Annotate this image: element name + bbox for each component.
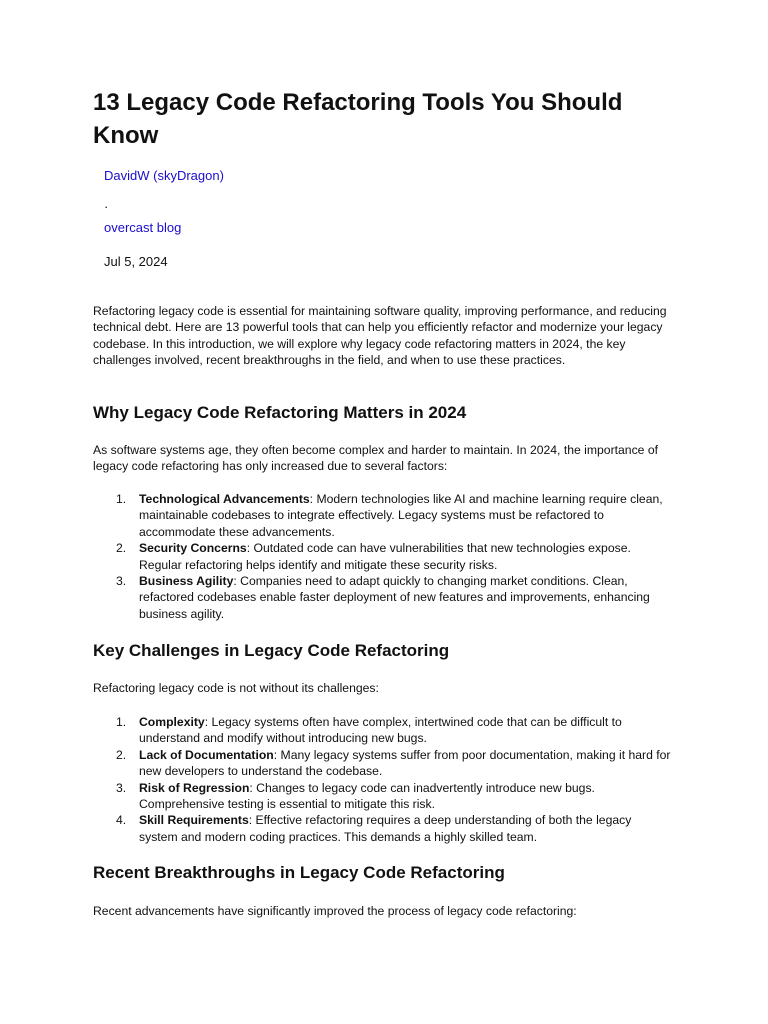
publish-date: Jul 5, 2024 — [104, 254, 168, 269]
author-link[interactable]: DavidW (skyDragon) — [104, 168, 224, 183]
intro-paragraph: Refactoring legacy code is essential for maintaining software quality, improving performance, and reducing technical debt. Here are 13 powerful tools that can help you efficiently refactor and modernize your legacy codebase. In this introduction, we will explore why legacy code refactoring matters in 2024, the key challenges involved, recent breakthroughs in the field, and when to use these practices. — [93, 304, 667, 368]
list-item — [93, 747, 673, 780]
article-title: 13 Legacy Code Refactoring Tools You Should Know — [93, 89, 623, 149]
list-text: : Modern technologies like AI and machine learning require clean, maintainable codebases to integrate effectively. Legacy systems must be refactored to accommodate these advancements. — [139, 492, 663, 539]
list-term: Technological Advancements — [139, 492, 310, 506]
list-number: 3. — [116, 574, 127, 589]
list-item — [93, 714, 673, 747]
section-lead-breakthroughs: Recent advancements have significantly improved the process of legacy code refactoring: — [93, 904, 577, 918]
list-number: 1. — [116, 492, 127, 506]
section-heading-breakthroughs: Recent Breakthroughs in Legacy Code Refactoring — [93, 863, 505, 882]
list-term: Security Concerns — [139, 541, 247, 556]
list-challenges — [93, 714, 673, 845]
list-text: : Companies need to adapt quickly to changing market conditions. Clean, refactored codebases enable faster deployment of new features and improvements, enhancing business agility. — [139, 574, 650, 621]
list-number: 2. — [116, 541, 127, 556]
list-term: Lack of Documentation — [139, 747, 274, 762]
section-heading-challenges: Key Challenges in Legacy Code Refactoring — [93, 641, 450, 660]
list-text: : Changes to legacy code can inadvertently introduce new bugs. Comprehensive testing is essential to mitigate this risk. — [139, 780, 595, 812]
section-lead-challenges: Refactoring legacy code is not without its challenges: — [93, 681, 379, 695]
list-item — [93, 573, 673, 622]
publication-link[interactable]: overcast blog — [104, 220, 182, 235]
list-term: Risk of Regression — [139, 780, 250, 795]
list-term: Business Agility — [139, 574, 234, 589]
list-number: 1. — [116, 715, 127, 729]
section-lead-why: As software systems age, they often become complex and harder to maintain. In 2024, the importance of legacy code refactoring has only increased due to several factors: — [93, 443, 658, 474]
list-text: : Effective refactoring requires a deep understanding of both the legacy system and modern coding practices. This demands a highly skilled team. — [139, 813, 632, 844]
list-text: : Outdated code can have vulnerabilities that new technologies expose. Regular refactoring helps identify and mitigate these security risks. — [139, 541, 631, 572]
list-number: 4. — [116, 813, 127, 828]
meta-separator: · — [104, 199, 109, 214]
list-text: : Legacy systems often have complex, intertwined code that can be difficult to understand and modify without introducing new bugs. — [139, 715, 622, 746]
list-number: 2. — [116, 747, 127, 762]
list-item — [93, 491, 673, 540]
list-text: : Many legacy systems suffer from poor documentation, making it hard for new developers to understand the codebase. — [139, 747, 671, 779]
section-heading-why: Why Legacy Code Refactoring Matters in 2024 — [93, 403, 467, 422]
list-term: Skill Requirements — [139, 813, 249, 828]
list-item — [93, 780, 673, 813]
list-item — [93, 812, 673, 845]
list-number: 3. — [116, 780, 127, 795]
list-why — [93, 491, 673, 622]
list-item — [93, 540, 673, 573]
list-term: Complexity — [139, 715, 205, 729]
